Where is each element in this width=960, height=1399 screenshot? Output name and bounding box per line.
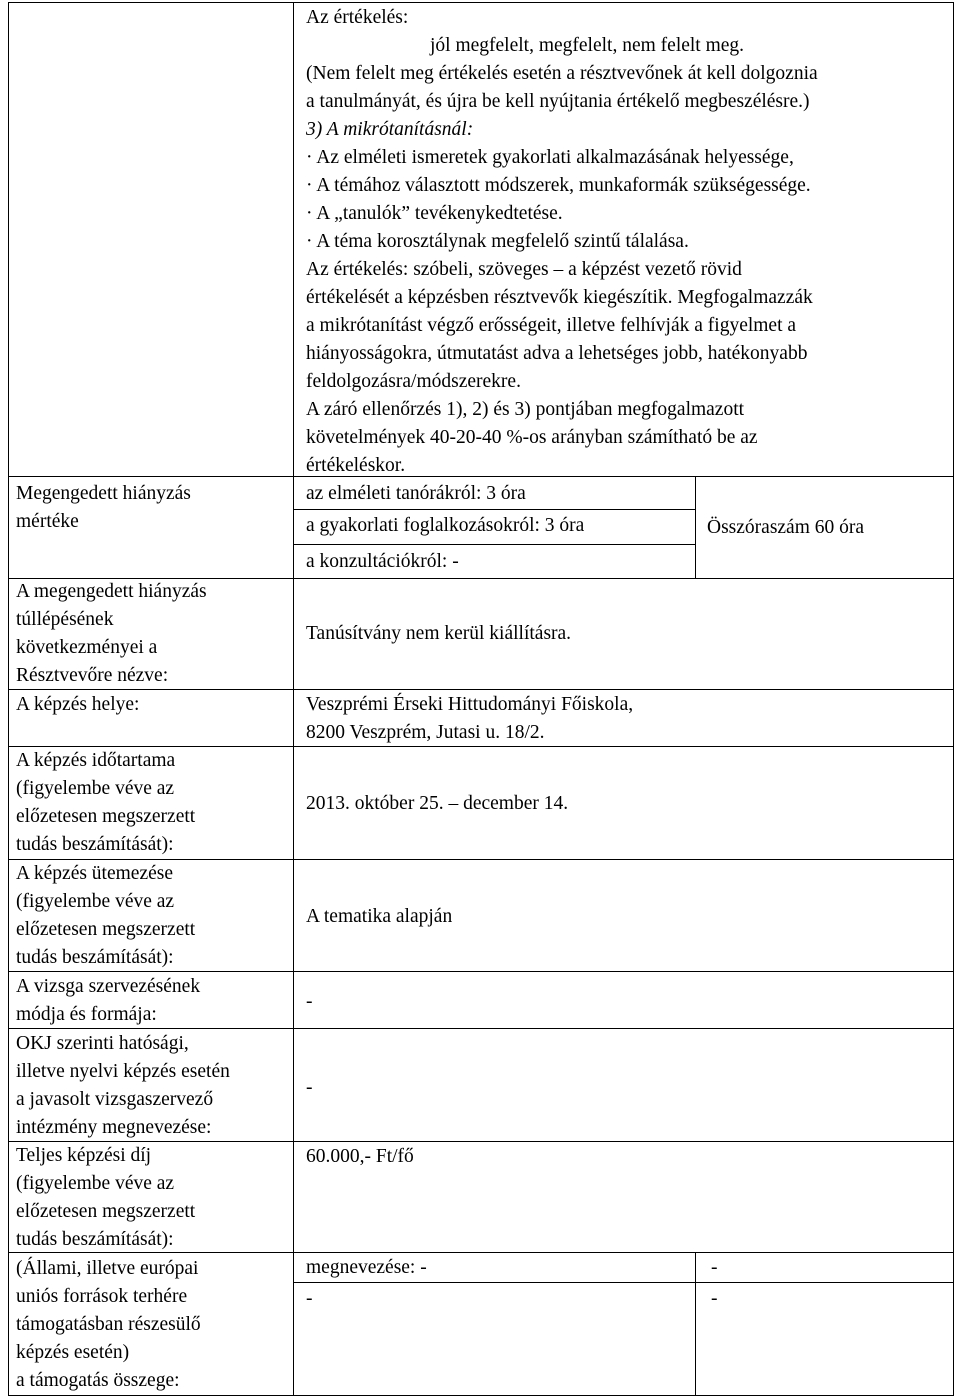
support-subrow-divider bbox=[293, 1282, 953, 1283]
table-bottom-border bbox=[8, 1395, 953, 1396]
table-right-border bbox=[953, 2, 954, 1396]
text-line: A záró ellenőrzés 1), 2) és 3) pontjában megfogalmazott bbox=[306, 399, 745, 420]
label-line: túllépésének bbox=[16, 609, 114, 630]
label-line: a támogatás összege: bbox=[16, 1370, 180, 1391]
label-line: tudás beszámítását): bbox=[16, 1229, 174, 1250]
label-line: A megengedett hiányzás bbox=[16, 581, 207, 602]
list-item: · Az elméleti ismeretek gyakorlati alkalmazásának helyessége, bbox=[306, 147, 794, 168]
list-item: · A témához választott módszerek, munkaformák szükségessége. bbox=[306, 175, 811, 196]
label-line: mértéke bbox=[16, 511, 79, 532]
label-line: A képzés helye: bbox=[16, 694, 140, 715]
support-amount-dash: - bbox=[711, 1288, 718, 1309]
schedule-label bbox=[16, 860, 195, 972]
schedule-value: A tematika alapján bbox=[306, 906, 453, 927]
text-line: a mikrótanítást végző erősségeit, illetve felhívják a figyelmet a bbox=[306, 315, 797, 336]
exam-label bbox=[16, 973, 200, 1029]
exam-value: - bbox=[306, 991, 313, 1012]
label-line: OKJ szerinti hatósági, bbox=[16, 1033, 189, 1054]
label-line: A vizsga szervezésének bbox=[16, 976, 201, 997]
label-line: (figyelembe véve az bbox=[16, 1173, 175, 1194]
label-line: Résztvevőre nézve: bbox=[16, 665, 169, 686]
subrow-divider bbox=[293, 544, 695, 545]
label-line: A képzés ütemezése bbox=[16, 863, 174, 884]
label-line: előzetesen megszerzett bbox=[16, 806, 196, 827]
absence-theory: az elméleti tanórákról: 3 óra bbox=[306, 483, 526, 504]
support-amount: - bbox=[306, 1288, 313, 1309]
evaluation-levels: jól megfelelt, megfelelt, nem felelt meg. bbox=[430, 35, 745, 56]
duration-label bbox=[16, 747, 195, 859]
text-line: (Nem felelt meg értékelés esetén a résztvevőnek át kell dolgoznia bbox=[306, 63, 818, 84]
evaluation-heading: Az értékelés: bbox=[306, 7, 409, 28]
label-line: A képzés időtartama bbox=[16, 750, 176, 771]
evaluation-paragraph bbox=[306, 256, 813, 480]
column-divider bbox=[293, 2, 294, 1396]
absence-consultation: a konzultációkról: - bbox=[306, 551, 459, 572]
table-left-border bbox=[8, 2, 9, 1396]
subrow-divider bbox=[293, 509, 695, 510]
fee-label bbox=[16, 1142, 195, 1254]
label-line: képzés esetén) bbox=[16, 1342, 130, 1363]
total-column-divider bbox=[695, 476, 696, 578]
location-label bbox=[16, 691, 139, 719]
absence-consequence-label bbox=[16, 578, 207, 690]
okj-value: - bbox=[306, 1077, 313, 1098]
text-line: hiányosságokra, útmutatást adva a lehetséges jobb, hatékonyabb bbox=[306, 343, 808, 364]
text-line: értékeléskor. bbox=[306, 455, 406, 476]
label-line: Teljes képzési díj bbox=[16, 1145, 152, 1166]
text-line: a tanulmányát, és újra be kell nyújtania értékelő megbeszélésre.) bbox=[306, 91, 810, 112]
label-line: (figyelembe véve az bbox=[16, 891, 175, 912]
label-line: uniós források terhére bbox=[16, 1286, 188, 1307]
text-line: Az értékelés: szóbeli, szöveges – a képzést vezető rövid bbox=[306, 259, 742, 280]
label-line: módja és formája: bbox=[16, 1004, 157, 1025]
label-line: előzetesen megszerzett bbox=[16, 1201, 196, 1222]
micro-teaching-list bbox=[306, 144, 811, 256]
label-line: a javasolt vizsgaszervező bbox=[16, 1089, 214, 1110]
location-value bbox=[306, 691, 633, 747]
fee-value: 60.000,- Ft/fő bbox=[306, 1146, 414, 1167]
label-line: előzetesen megszerzett bbox=[16, 919, 196, 940]
value-line: 8200 Veszprém, Jutasi u. 18/2. bbox=[306, 722, 545, 743]
list-item: · A „tanulók” tevékenykedtetése. bbox=[306, 203, 563, 224]
label-line: következményei a bbox=[16, 637, 158, 658]
label-line: tudás beszámítását): bbox=[16, 834, 174, 855]
absence-consequence-value: Tanúsítvány nem kerül kiállításra. bbox=[306, 623, 572, 644]
text-line: követelmények 40-20-40 %-os arányban számítható be az bbox=[306, 427, 758, 448]
list-item: · A téma korosztálynak megfelelő szintű tálalása. bbox=[306, 231, 689, 252]
absence-practice: a gyakorlati foglalkozásokról: 3 óra bbox=[306, 515, 585, 536]
label-line: intézmény megnevezése: bbox=[16, 1117, 212, 1138]
support-label bbox=[16, 1255, 201, 1395]
evaluation-note bbox=[306, 60, 818, 116]
support-column-divider bbox=[695, 1252, 696, 1395]
label-line: tudás beszámítását): bbox=[16, 947, 174, 968]
label-line: Megengedett hiányzás bbox=[16, 483, 191, 504]
micro-teaching-heading: 3) A mikrótanításnál: bbox=[306, 119, 474, 140]
table-top-border bbox=[8, 2, 953, 3]
label-line: (Állami, illetve európai bbox=[16, 1258, 199, 1279]
text-line: feldolgozásra/módszerekre. bbox=[306, 371, 521, 392]
absence-label bbox=[16, 480, 191, 536]
total-hours: Összóraszám 60 óra bbox=[707, 517, 865, 538]
support-name-dash: - bbox=[711, 1257, 718, 1278]
label-line: illetve nyelvi képzés esetén bbox=[16, 1061, 230, 1082]
label-line: (figyelembe véve az bbox=[16, 778, 175, 799]
value-line: Veszprémi Érseki Hittudományi Főiskola, bbox=[306, 694, 634, 715]
okj-label bbox=[16, 1030, 230, 1142]
support-name: megnevezése: - bbox=[306, 1257, 427, 1278]
label-line: támogatásban részesülő bbox=[16, 1314, 201, 1335]
text-line: értékelését a képzésben résztvevők kiegészítik. Megfogalmazzák bbox=[306, 287, 813, 308]
duration-value: 2013. október 25. – december 14. bbox=[306, 793, 569, 814]
